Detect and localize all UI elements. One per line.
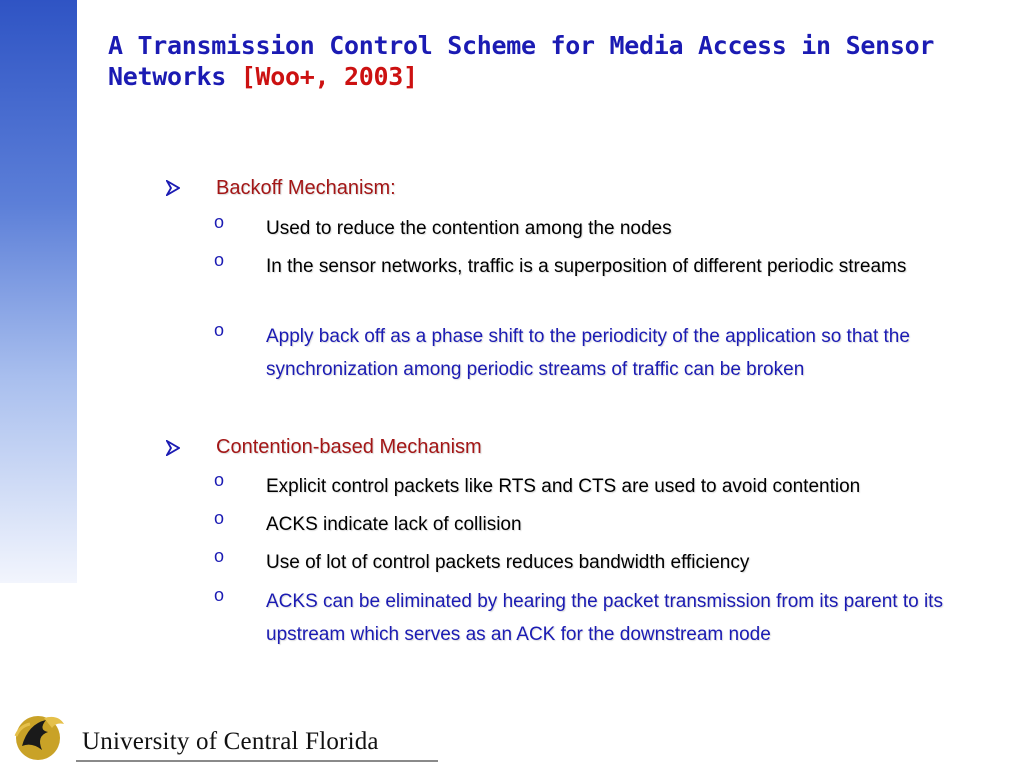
list-item-text: ACKS indicate lack of collision	[266, 514, 522, 535]
list-item-text: Explicit control packets like RTS and CTS are used to avoid contention	[266, 476, 861, 497]
list-item-text: In the sensor networks, traffic is a superposition of different periodic streams	[266, 256, 907, 277]
bullet-marker: o	[214, 585, 225, 605]
pegasus-logo-icon	[8, 706, 70, 773]
slide-title	[108, 30, 988, 92]
list-item-text: ACKS can be eliminated by hearing the packet transmission from its parent to its upstream which serves as an ACK for the downstream node	[266, 591, 943, 645]
bullet-marker: o	[214, 508, 225, 528]
university-name: University of Central Florida	[82, 728, 379, 755]
arrow-bullet-icon	[166, 440, 180, 456]
section-heading-contention: Contention-based Mechanism	[216, 436, 482, 458]
arrow-bullet-icon	[166, 180, 180, 196]
side-gradient-bar	[0, 0, 77, 583]
title-citation: [Woo+, 2003]	[240, 62, 418, 91]
bullet-marker: o	[214, 212, 225, 232]
bullet-marker: o	[214, 546, 225, 566]
footer-divider	[76, 760, 438, 762]
title-main: A Transmission Control Scheme for Media Access in Sensor Networks	[108, 31, 935, 91]
list-item-text: Used to reduce the contention among the nodes	[266, 218, 672, 239]
bullet-marker: o	[214, 470, 225, 490]
bullet-marker: o	[214, 250, 225, 270]
section-heading-backoff: Backoff Mechanism:	[216, 177, 396, 199]
list-item-text: Use of lot of control packets reduces bandwidth efficiency	[266, 552, 750, 573]
list-item-text: Apply back off as a phase shift to the periodicity of the application so that the synchronization among periodic streams of traffic can be broken	[266, 326, 910, 380]
bullet-marker: o	[214, 320, 225, 340]
